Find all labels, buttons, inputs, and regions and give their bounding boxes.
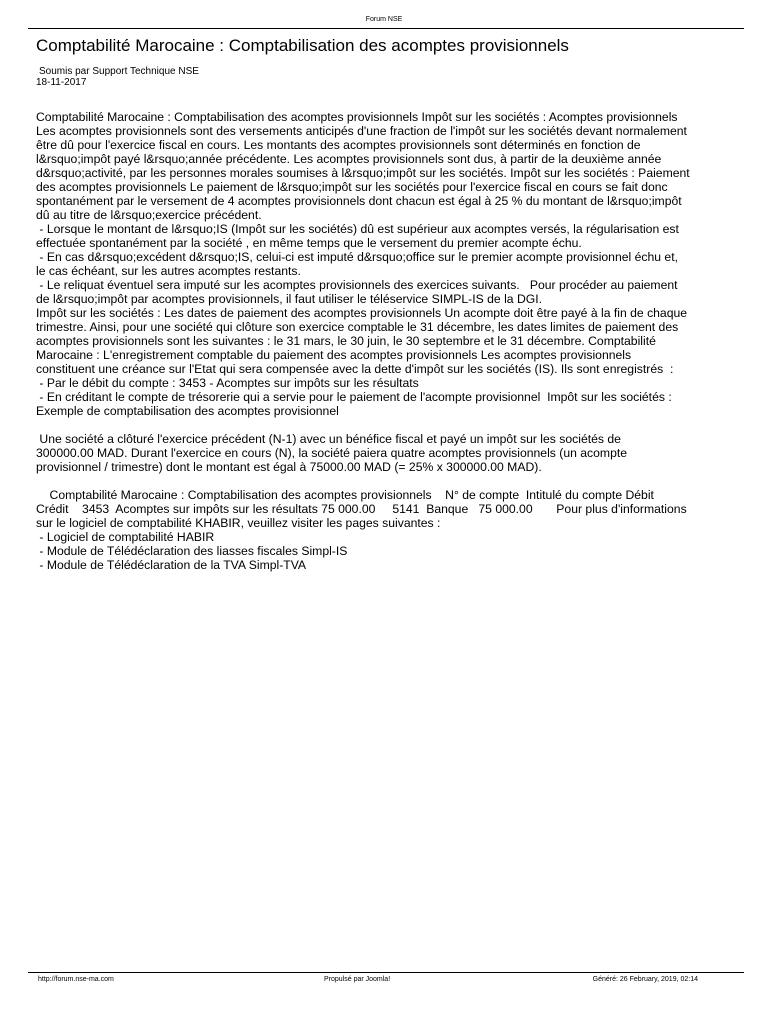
article-line: - En cas d&rsquo;excédent d&rsquo;IS, celui-ci est imputé d&rsquo;office sur le premier acompte provisionnel échu et, (36, 250, 678, 264)
article-line: 300000.00 MAD. Durant l'exercice en cours (N), la société paiera quatre acomptes provisionnels (un acompte (36, 446, 628, 460)
article-line: Marocaine : L'enregistrement comptable du paiement des acomptes provisionnels Les acomptes provisionnels (36, 348, 632, 362)
article-line: Une société a clôturé l'exercice précédent (N-1) avec un bénéfice fiscal et payé un impôt sur les sociétés de (36, 432, 621, 446)
article-line: - Le reliquat éventuel sera imputé sur les acomptes provisionnels des exercices suivants. Pour procéder au paiement (36, 278, 678, 292)
footer-generated: Généré: 26 February, 2019, 02:14 (592, 976, 698, 983)
article-line: effectuée spontanément par la société , en même temps que le versement du premier acompte échu. (36, 236, 582, 250)
article-line: d&rsquo;activité, par les personnes morales soumises à l&rsquo;impôt sur les sociétés. Impôt sur les sociétés : Paiement (36, 166, 690, 180)
article-line: le cas échéant, sur les autres acomptes restants. (36, 264, 301, 278)
header-divider (28, 28, 744, 29)
article-title: Comptabilité Marocaine : Comptabilisation des acomptes provisionnels (36, 36, 569, 55)
article-line: - Lorsque le montant de l&rsquo;IS (Impôt sur les sociétés) dû est supérieur aux acomptes versés, la régularisation est (36, 222, 679, 236)
article-line: - Par le débit du compte : 3453 - Acomptes sur impôts sur les résultats (36, 376, 419, 390)
article-line (36, 418, 736, 432)
site-name: Forum NSE (365, 16, 403, 23)
footer-powered-by: Propulsé par Joomla! (324, 976, 391, 983)
article-line: acomptes provisionnels sont les suivantes : le 31 mars, le 30 juin, le 30 septembre et le 31 décembre. Comptabilité (36, 334, 656, 348)
article-line: sur le logiciel de comptabilité KHABIR, veuillez visiter les pages suivantes : (36, 516, 441, 530)
article-line: provisionnel / trimestre) dont le montant est égal à 75000.00 MAD (= 25% x 300000.00 MAD). (36, 460, 542, 474)
article-line: - Module de Télédéclaration de la TVA Simpl-TVA (36, 558, 307, 572)
article-line: Comptabilité Marocaine : Comptabilisation des acomptes provisionnels N° de compte Intitulé du compte Débit (36, 488, 654, 502)
article-body (36, 110, 736, 572)
article-line: Crédit 3453 Acomptes sur impôts sur les résultats 75 000.00 5141 Banque 75 000.00 Pour plus d'informations (36, 502, 687, 516)
article-line: l&rsquo;impôt payé l&rsquo;année précédente. Les acomptes provisionnels sont dus, à partir de la deuxième année (36, 152, 662, 166)
article-line: - Logiciel de comptabilité HABIR (36, 530, 215, 544)
page-header (0, 16, 768, 23)
article-line (36, 474, 736, 488)
article-line: trimestre. Ainsi, pour une société qui clôture son exercice comptable le 31 décembre, les dates limites de paiement des (36, 320, 679, 334)
article-line: dû au titre de l&rsquo;exercice précédent. (36, 208, 262, 222)
article-line: de l&rsquo;impôt par acomptes provisionnels, il faut utiliser le téléservice SIMPL-IS de la DGI. (36, 292, 543, 306)
page-footer (38, 976, 698, 986)
article-line: - Module de Télédéclaration des liasses fiscales Simpl-IS (36, 544, 348, 558)
article-line: spontanément par le versement de 4 acomptes provisionnels dont chacun est égal à 25 % du montant de l&rsquo;impôt (36, 194, 682, 208)
article-line: Les acomptes provisionnels sont des versements anticipés d'une fraction de l'impôt sur les sociétés devant normalement (36, 124, 687, 138)
article-author: Soumis par Support Technique NSE (39, 66, 199, 77)
article-line: des acomptes provisionnels Le paiement de l&rsquo;impôt sur les sociétés pour l'exercice fiscal en cours se fait donc (36, 180, 668, 194)
article-line: Impôt sur les sociétés : Les dates de paiement des acomptes provisionnels Un acompte doit être payé à la fin de chaque (36, 306, 688, 320)
footer-divider (28, 972, 744, 973)
article-date: 18-11-2017 (36, 77, 87, 88)
article-line: être dû pour l'exercice fiscal en cours. Les montants des acomptes provisionnels sont déterminés en fonction de (36, 138, 641, 152)
article-meta (36, 66, 199, 88)
article-line: constituent une créance sur l'Etat qui sera compensée avec la dette d'impôt sur les sociétés (IS). Ils sont enregistrés : (36, 362, 674, 376)
article-line: Exemple de comptabilisation des acomptes provisionnel (36, 404, 339, 418)
article-line: - En créditant le compte de trésorerie qui a servie pour le paiement de l'acompte provisionnel Impôt sur les sociétés : (36, 390, 672, 404)
footer-url: http://forum.nse-ma.com (38, 976, 114, 983)
article-line: Comptabilité Marocaine : Comptabilisation des acomptes provisionnels Impôt sur les sociétés : Acomptes provisionnels (36, 110, 678, 124)
